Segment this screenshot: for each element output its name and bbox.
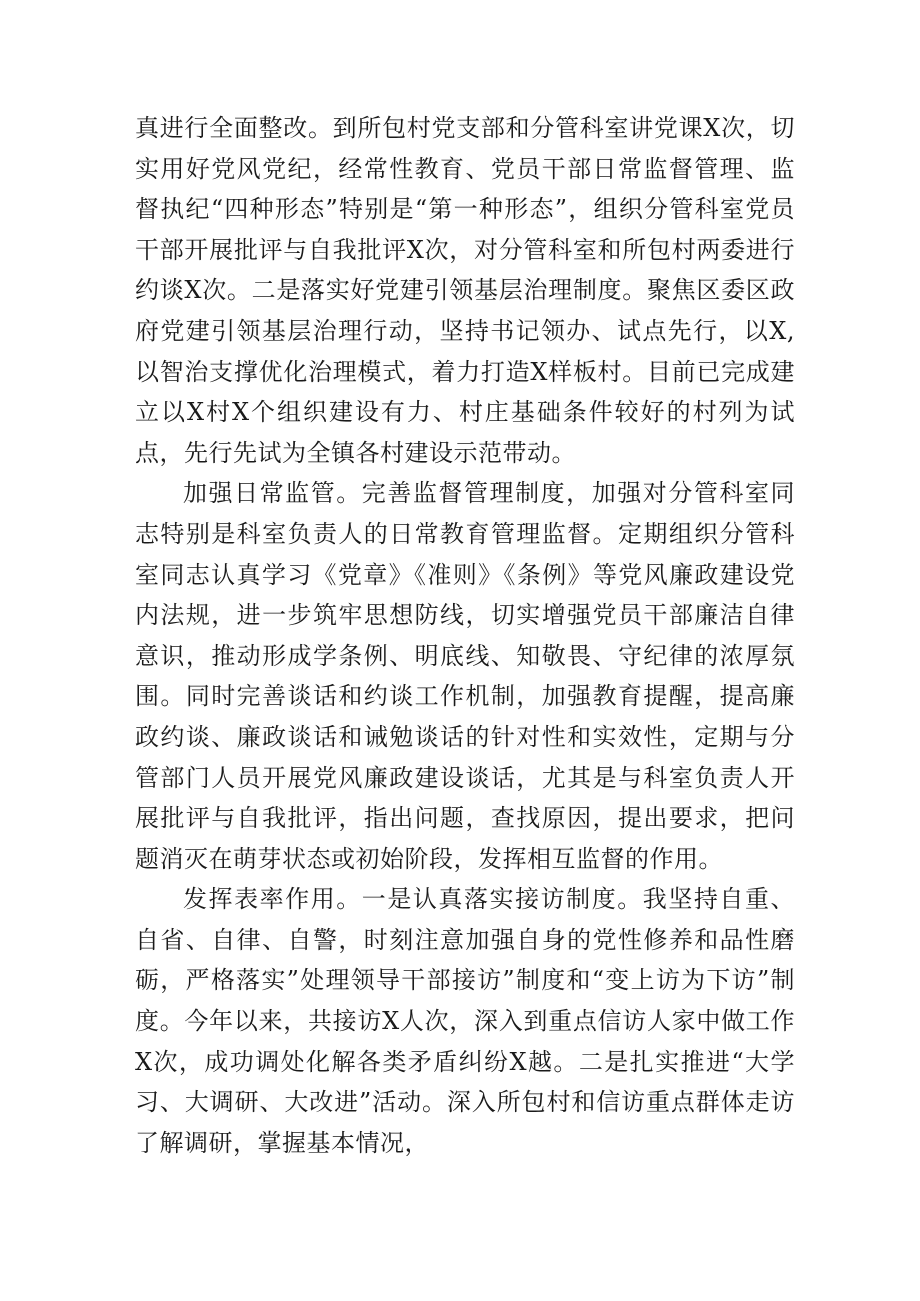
paragraph-3: 发挥表率作用。一是认真落实接访制度。我坚持自重、自省、自律、自警，时刻注意加强自身的党性修养和品性磨砺，严格落实”处理领导干部接访”制度和“变上访为下访”制度。今年以来，共接访X人次，深入到重点信访人家中做工作X次，成功调处化解各类矛盾纠纷X越。二是扎实推进“大学习、大调研、大改进”活动。深入所包村和信访重点群体走访了解调研，掌握基本情况， <box>135 885 795 1157</box>
paragraph-2: 加强日常监管。完善监督管理制度，加强对分管科室同志特别是科室负责人的日常教育管理监督。定期组织分管科室同志认真学习《党章》《准则》《条例》等党风廉政建设党内法规，进一步筑牢思想防线，切实增强党员干部廉洁自律意识，推动形成学条例、明底线、知敬畏、守纪律的浓厚氛围。同时完善谈话和约谈工作机制，加强教育提醒，提高廉政约谈、廉政谈话和诫勉谈话的针对性和实效性，定期与分管部门人员开展党风廉政建设谈话，尤其是与科室负责人开展批评与自我批评，指出问题，查找原因，提出要求，把问题消灭在萌芽状态或初始阶段，发挥相互监督的作用。 <box>135 479 795 873</box>
paragraph-1: 真进行全面整改。到所包村党支部和分管科室讲党课X次，切实用好党风党纪，经常性教育、党员干部日常监督管理、监督执纪“四种形态”特别是“第一种形态”，组织分管科室党员干部开展批评与自我批评X次，对分管科室和所包村两委进行约谈X次。二是落实好党建引领基层治理制度。聚焦区委区政府党建引领基层治理行动，坚持书记领办、试点先行，以X,以智治支撑优化治理模式，着力打造X样板村。目前已完成建立以X村X个组织建设有力、村庄基础条件较好的村列为试点，先行先试为全镇各村建设示范带动。 <box>135 114 795 467</box>
body-text <box>135 108 795 1163</box>
